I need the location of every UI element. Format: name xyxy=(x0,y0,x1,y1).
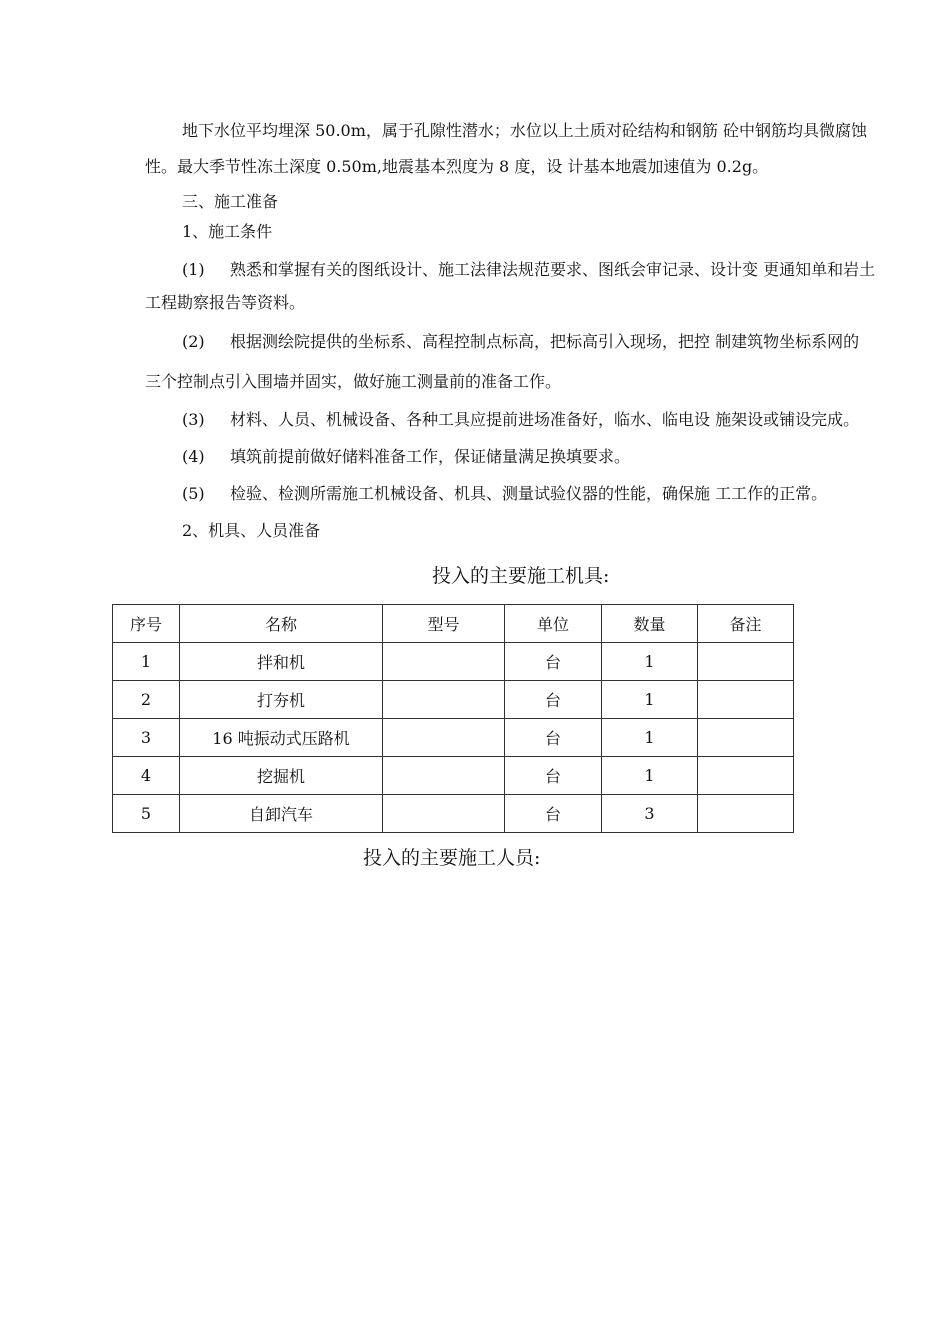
header-cell-index: 序号 xyxy=(113,605,180,643)
list-item-text: 根据测绘院提供的坐标系、高程控制点标高，把标高引入现场，把控 制建筑物坐标系网的 xyxy=(230,332,860,351)
header-cell-unit: 单位 xyxy=(505,605,602,643)
cell-unit: 台 xyxy=(505,681,602,719)
paragraph-groundwater-line1: 地下水位平均埋深 50.0m，属于孔隙性潜水；水位以上土质对砼结构和钢筋 砼中钢筋均具微腐蚀 xyxy=(182,121,867,140)
cell-quantity: 1 xyxy=(602,757,698,795)
header-cell-quantity: 数量 xyxy=(602,605,698,643)
cell-index: 5 xyxy=(113,795,180,833)
table-row xyxy=(113,681,794,719)
header-cell-name: 名称 xyxy=(180,605,383,643)
subheading-construction-conditions: 1、施工条件 xyxy=(182,222,273,241)
list-item-3 xyxy=(182,410,859,430)
header-cell-remarks: 备注 xyxy=(698,605,794,643)
cell-name: 自卸汽车 xyxy=(180,795,383,833)
table-row xyxy=(113,757,794,795)
cell-name: 拌和机 xyxy=(180,643,383,681)
list-item-1-line1 xyxy=(182,260,875,280)
list-item-number: (3) xyxy=(182,410,205,429)
tools-table-title: 投入的主要施工机具: xyxy=(432,565,610,587)
cell-model xyxy=(383,681,505,719)
cell-unit: 台 xyxy=(505,719,602,757)
cell-index: 2 xyxy=(113,681,180,719)
cell-index: 3 xyxy=(113,719,180,757)
cell-index: 1 xyxy=(113,643,180,681)
list-item-2-line1 xyxy=(182,332,859,352)
cell-remarks xyxy=(698,757,794,795)
cell-remarks xyxy=(698,795,794,833)
tools-table xyxy=(112,604,794,833)
cell-unit: 台 xyxy=(505,643,602,681)
cell-remarks xyxy=(698,643,794,681)
cell-name: 挖掘机 xyxy=(180,757,383,795)
cell-quantity: 1 xyxy=(602,643,698,681)
list-item-text: 材料、人员、机械设备、各种工具应提前进场准备好，临水、临电设 施架设或铺设完成。 xyxy=(230,410,860,429)
cell-model xyxy=(383,757,505,795)
cell-remarks xyxy=(698,719,794,757)
list-item-text: 填筑前提前做好储料准备工作，保证储量满足换填要求。 xyxy=(230,447,631,466)
cell-unit: 台 xyxy=(505,757,602,795)
cell-quantity: 1 xyxy=(602,681,698,719)
list-item-text: 熟悉和掌握有关的图纸设计、施工法律法规范要求、图纸会审记录、设计变 更通知单和岩土 xyxy=(230,260,876,279)
list-item-text: 检验、检测所需施工机械设备、机具、测量试验仪器的性能，确保施 工工作的正常。 xyxy=(230,484,828,503)
list-item-5 xyxy=(182,484,827,504)
cell-quantity: 3 xyxy=(602,795,698,833)
list-item-number: (2) xyxy=(182,332,205,351)
list-item-2-line2: 三个控制点引入围墙并固实，做好施工测量前的准备工作。 xyxy=(145,372,562,391)
table-row xyxy=(113,643,794,681)
cell-name: 16 吨振动式压路机 xyxy=(180,719,383,757)
list-item-number: (4) xyxy=(182,447,205,466)
table-row xyxy=(113,795,794,833)
list-item-1-line2: 工程勘察报告等资料。 xyxy=(145,293,306,312)
cell-unit: 台 xyxy=(505,795,602,833)
list-item-number: (1) xyxy=(182,260,205,279)
table-row xyxy=(113,719,794,757)
section-heading-construction-prep: 三、施工准备 xyxy=(182,192,279,211)
cell-model xyxy=(383,795,505,833)
cell-quantity: 1 xyxy=(602,719,698,757)
cell-index: 4 xyxy=(113,757,180,795)
cell-model xyxy=(383,719,505,757)
cell-model xyxy=(383,643,505,681)
list-item-4 xyxy=(182,447,630,467)
paragraph-groundwater-line2: 性。最大季节性冻土深度 0.50m,地震基本烈度为 8 度，设 计基本地震加速值为 0.2g。 xyxy=(145,157,769,176)
cell-remarks xyxy=(698,681,794,719)
list-item-number: (5) xyxy=(182,484,205,503)
header-cell-model: 型号 xyxy=(383,605,505,643)
table-header-row xyxy=(113,605,794,643)
personnel-table-title: 投入的主要施工人员: xyxy=(363,847,541,869)
cell-name: 打夯机 xyxy=(180,681,383,719)
subheading-equipment-personnel: 2、机具、人员准备 xyxy=(182,521,321,540)
